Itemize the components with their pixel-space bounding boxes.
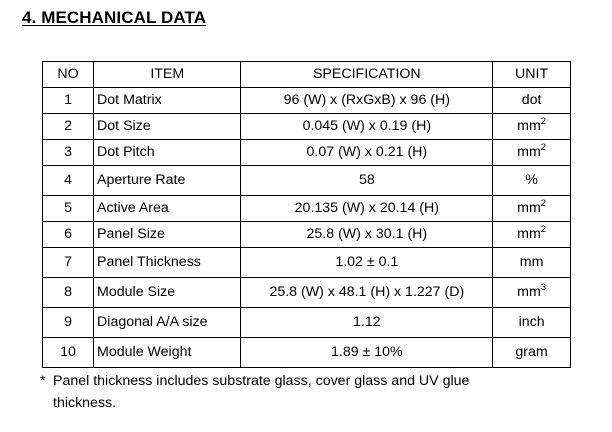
unit-exponent: 3: [540, 282, 547, 294]
row-unit: [493, 140, 571, 166]
row-no: 3: [43, 140, 94, 166]
unit-exponent: 2: [540, 224, 547, 236]
footnote-line-1: [40, 370, 560, 392]
row-spec: 58: [241, 166, 493, 196]
row-no: 4: [43, 166, 94, 196]
section-title: 4. MECHANICAL DATA: [22, 8, 207, 27]
row-spec: 1.89 ± 10%: [241, 338, 493, 368]
table-row: [43, 196, 571, 222]
row-spec: 96 (W) x (RxGxB) x 96 (H): [241, 88, 493, 114]
row-spec: 1.02 ± 0.1: [241, 248, 493, 278]
row-unit: [493, 196, 571, 222]
table-row: [43, 248, 571, 278]
row-item: Dot Size: [94, 114, 241, 140]
row-item: Panel Thickness: [94, 248, 241, 278]
row-spec: 25.8 (W) x 48.1 (H) x 1.227 (D): [241, 278, 493, 308]
header-specification: SPECIFICATION: [241, 62, 493, 88]
row-unit: [493, 114, 571, 140]
row-spec: 20.135 (W) x 20.14 (H): [241, 196, 493, 222]
header-item: ITEM: [94, 62, 241, 88]
row-item: Aperture Rate: [94, 166, 241, 196]
unit-text: dot: [521, 92, 542, 109]
row-no: 9: [43, 308, 94, 338]
unit-exponent: 2: [540, 142, 547, 154]
row-item: Panel Size: [94, 222, 241, 248]
row-spec: 0.07 (W) x 0.21 (H): [241, 140, 493, 166]
footnote-text-2: thickness.: [53, 395, 117, 411]
row-spec: 25.8 (W) x 30.1 (H): [241, 222, 493, 248]
unit-text: mm: [517, 226, 541, 243]
table-row: [43, 166, 571, 196]
footnote: [40, 370, 560, 414]
row-no: 6: [43, 222, 94, 248]
footnote-line-2: [40, 392, 560, 414]
table-row: [43, 278, 571, 308]
row-spec: 0.045 (W) x 0.19 (H): [241, 114, 493, 140]
row-unit: [493, 308, 571, 338]
row-no: 8: [43, 278, 94, 308]
row-item: Diagonal A/A size: [94, 308, 241, 338]
header-unit: UNIT: [493, 62, 571, 88]
unit-text: mm: [517, 284, 541, 301]
row-item: Module Weight: [94, 338, 241, 368]
row-item: Module Size: [94, 278, 241, 308]
row-no: 1: [43, 88, 94, 114]
row-unit: [493, 278, 571, 308]
row-unit: [493, 222, 571, 248]
header-no: NO: [43, 62, 94, 88]
row-item: Active Area: [94, 196, 241, 222]
row-no: 10: [43, 338, 94, 368]
mechanical-data-table: [42, 61, 571, 368]
row-no: 2: [43, 114, 94, 140]
table-row: [43, 222, 571, 248]
table-row: [43, 114, 571, 140]
row-unit: [493, 88, 571, 114]
table-row: [43, 308, 571, 338]
row-unit: [493, 338, 571, 368]
table-row: [43, 140, 571, 166]
unit-text: mm: [517, 118, 541, 135]
row-no: 5: [43, 196, 94, 222]
row-unit: [493, 166, 571, 196]
unit-text: gram: [515, 344, 548, 361]
row-spec: 1.12: [241, 308, 493, 338]
table-row: [43, 338, 571, 368]
unit-text: inch: [518, 314, 545, 331]
unit-text: mm: [517, 200, 541, 217]
unit-text: mm: [519, 254, 544, 271]
row-item: Dot Pitch: [94, 140, 241, 166]
row-no: 7: [43, 248, 94, 278]
row-item: Dot Matrix: [94, 88, 241, 114]
unit-exponent: 2: [540, 198, 547, 210]
unit-text: mm: [517, 144, 541, 161]
row-unit: [493, 248, 571, 278]
unit-text: %: [525, 172, 538, 189]
table-row: [43, 88, 571, 114]
unit-exponent: 2: [540, 116, 547, 128]
footnote-text-1: Panel thickness includes substrate glass, cover glass and UV glue: [53, 373, 470, 389]
table-header-row: [43, 62, 571, 88]
footnote-marker: *: [40, 373, 46, 389]
